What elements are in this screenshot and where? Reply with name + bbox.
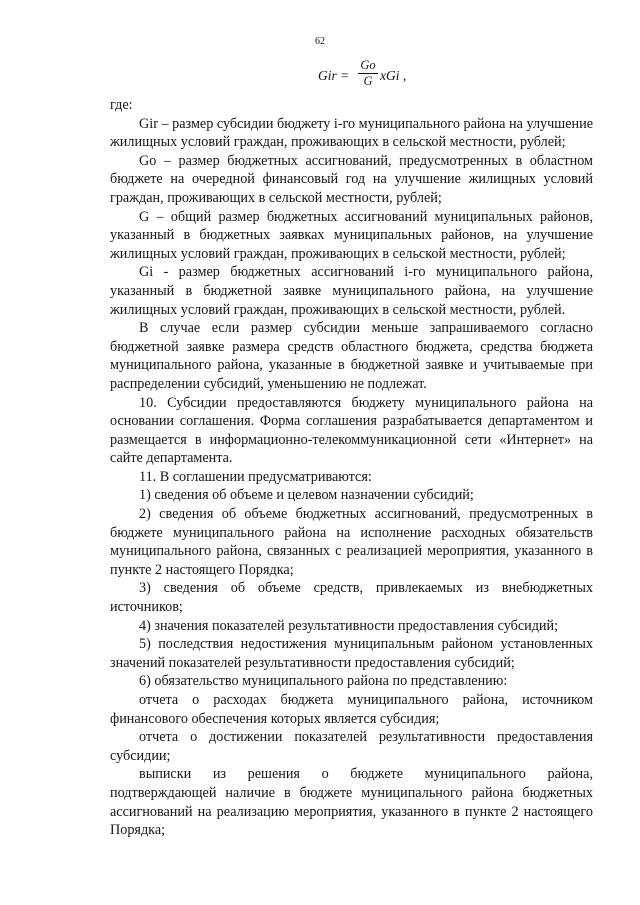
formula-fraction — [358, 59, 378, 88]
sub-item-budget-extract: выписки из решения о бюджете муниципального района, подтверждающей наличие в бюджете муниципального района бюджетных ассигнований на реализацию мероприятия, указанного в пункте 2 настоящего Порядка; — [110, 766, 593, 839]
paragraph-item-11: 11. В соглашении предусматриваются: — [139, 468, 372, 485]
paragraph-subsidy-reduction: В случае если размер субсидии меньше запрашиваемого согласно бюджетной заявке размера средств областного бюджета, средства бюджета муниципального района, указанные в бюджетной заявке и учитываемые при распределении субсидий, уменьшению не подлежат. — [110, 320, 593, 392]
list-item-2: 2) сведения об объеме бюджетных ассигнований, предусмотренных в бюджете муниципального района на исполнение расходных обязательств муниципального района, связанных с реализацией мероприятия, указанного в пункте 2 настоящего Порядка; — [110, 506, 593, 578]
paragraph-gi-definition: Gi - размер бюджетных ассигнований i-го муниципального района, указанный в бюджетной заявке муниципального района, на улучшение жилищных условий граждан, проживающих в сельской местности, рублей. — [110, 264, 593, 318]
list-item-1: 1) сведения об объеме и целевом назначении субсидий; — [139, 487, 474, 504]
paragraph-item-10: 10. Субсидии предоставляются бюджету муниципального района на основании соглашения. Форма соглашения разрабатывается департаментом и размещается в информационно-телекоммуникационной сети «Интернет» на сайте департамента. — [110, 394, 593, 467]
list-item-3: 3) сведения об объеме средств, привлекаемых из внебюджетных источников; — [110, 580, 593, 616]
formula-rhs: xGi , — [380, 68, 407, 83]
paragraph-g-definition: G – общий размер бюджетных ассигнований муниципальных районов, указанный в бюджетных заявках муниципальных районов, на улучшение жилищных условий граждан, проживающих в сельской местности, рублей; — [110, 208, 593, 262]
list-item-6: 6) обязательство муниципального района по представлению: — [139, 673, 508, 690]
paragraph-where: где: — [110, 97, 133, 113]
body-text — [110, 96, 593, 840]
subsidy-formula — [318, 54, 458, 94]
page-number: 62 — [315, 36, 325, 47]
sub-item-indicator-report: отчета о достижении показателей результативности предоставления субсидии; — [110, 729, 593, 764]
paragraph-gir-definition: Gir – размер субсидии бюджету i-го муниципального района на улучшение жилищных условий граждан, проживающих в сельской местности, рублей; — [110, 115, 593, 151]
paragraph-go-definition: Go – размер бюджетных ассигнований, предусмотренных в областном бюджете на очередной финансовый год на улучшение жилищных условий граждан, проживающих в сельской местности, рублей; — [110, 152, 593, 206]
sub-item-expense-report: отчета о расходах бюджета муниципального района, источником финансового обеспечения которых является субсидия; — [110, 692, 593, 727]
list-item-4: 4) значения показателей результативности предоставления субсидий; — [139, 617, 559, 634]
formula-denominator: G — [363, 74, 373, 88]
list-item-5: 5) последствия недостижения муниципальным районом установленных значений показателей результативности предоставления субсидий; — [110, 636, 593, 671]
formula-numerator: Go — [360, 58, 376, 72]
formula-lhs: Gir = — [318, 68, 350, 83]
